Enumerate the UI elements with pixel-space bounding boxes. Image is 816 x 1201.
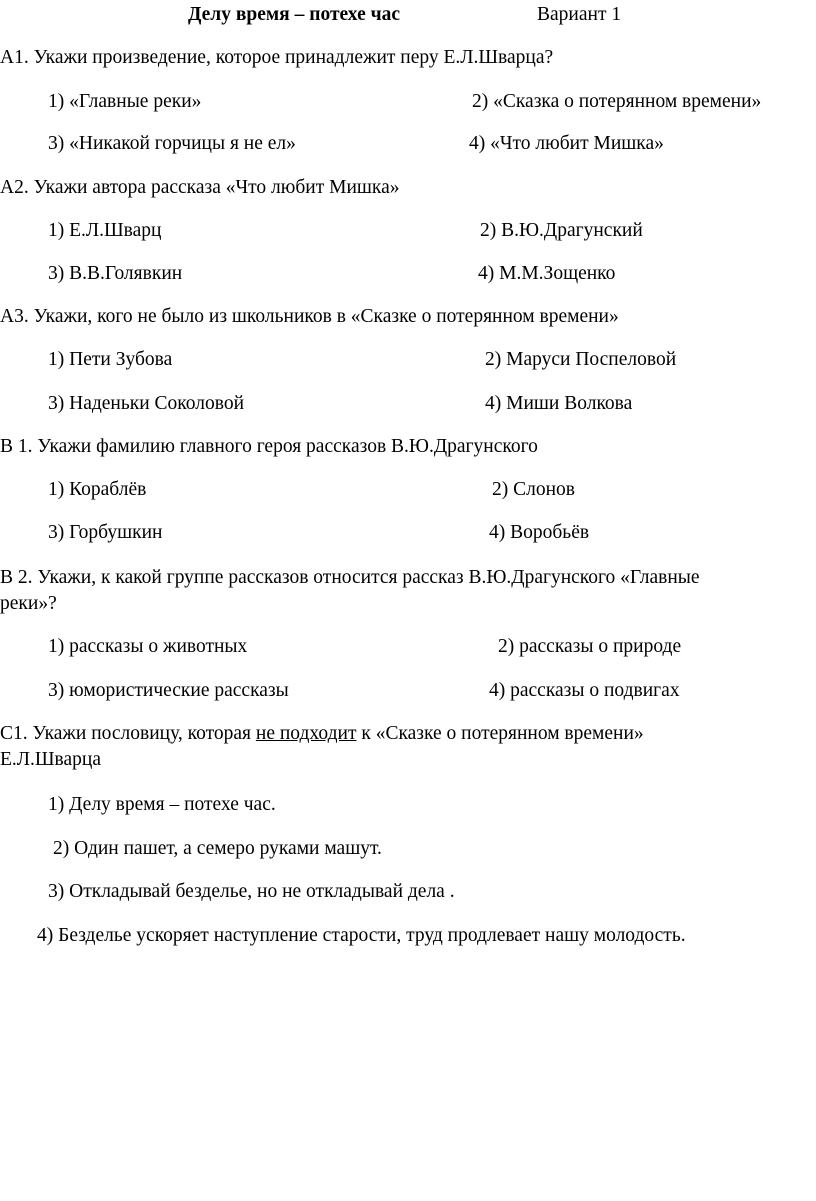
option-b1-1: 1) Кораблёв bbox=[48, 479, 147, 500]
question-a3: А3. Укажи, кого не было из школьников в «Сказке о потерянном времени» bbox=[0, 306, 619, 327]
option-a1-3: 3) «Никакой горчицы я не ел» bbox=[48, 133, 296, 154]
option-c1-2: 2) Один пашет, а семеро руками машут. bbox=[53, 838, 382, 859]
question-a2: А2. Укажи автора рассказа «Что любит Мишка» bbox=[0, 177, 400, 198]
option-a3-1: 1) Пети Зубова bbox=[48, 349, 173, 370]
question-c1-line1 bbox=[0, 721, 644, 747]
question-b2-line1: В 2. Укажи, к какой группе рассказов относится рассказ В.Ю.Драгунского «Главные bbox=[0, 567, 700, 588]
question-c1-text-before: С1. Укажи пословицу, которая bbox=[0, 723, 256, 744]
option-c1-1: 1) Делу время – потехе час. bbox=[48, 794, 276, 815]
question-b2-line2: реки»? bbox=[0, 593, 57, 614]
option-a3-4: 4) Миши Волкова bbox=[485, 393, 633, 414]
option-a2-1: 1) Е.Л.Шварц bbox=[48, 220, 162, 241]
question-c1-underlined: не подходит bbox=[255, 723, 357, 744]
option-a3-2: 2) Маруси Поспеловой bbox=[485, 349, 677, 370]
option-a2-3: 3) В.В.Голявкин bbox=[48, 263, 183, 284]
option-a1-4: 4) «Что любит Мишка» bbox=[469, 133, 664, 154]
question-c1-text-after: к «Сказке о потерянном времени» bbox=[356, 723, 644, 744]
option-c1-3: 3) Откладывай безделье, но не откладывай дела . bbox=[48, 881, 455, 902]
option-a1-2: 2) «Сказка о потерянном времени» bbox=[472, 91, 762, 112]
question-a1: А1. Укажи произведение, которое принадлежит перу Е.Л.Шварца? bbox=[0, 47, 554, 68]
option-b2-4: 4) рассказы о подвигах bbox=[489, 680, 680, 701]
option-a2-2: 2) В.Ю.Драгунский bbox=[480, 220, 643, 241]
option-a2-4: 4) М.М.Зощенко bbox=[478, 263, 616, 284]
option-b1-2: 2) Слонов bbox=[492, 479, 575, 500]
option-b2-3: 3) юмористические рассказы bbox=[48, 680, 289, 701]
option-a1-1: 1) «Главные реки» bbox=[48, 91, 202, 112]
variant-label: Вариант 1 bbox=[537, 4, 622, 25]
option-a3-3: 3) Наденьки Соколовой bbox=[48, 393, 245, 414]
option-b2-2: 2) рассказы о природе bbox=[498, 636, 682, 657]
option-b1-3: 3) Горбушкин bbox=[48, 522, 163, 543]
question-b1: В 1. Укажи фамилию главного героя рассказов В.Ю.Драгунского bbox=[0, 436, 538, 457]
option-b2-1: 1) рассказы о животных bbox=[48, 636, 248, 657]
question-c1-line2: Е.Л.Шварца bbox=[0, 749, 102, 770]
option-b1-4: 4) Воробьёв bbox=[489, 522, 590, 543]
page-title: Делу время – потехе час bbox=[188, 4, 401, 25]
option-c1-4: 4) Безделье ускоряет наступление старости, труд продлевает нашу молодость. bbox=[37, 925, 686, 946]
